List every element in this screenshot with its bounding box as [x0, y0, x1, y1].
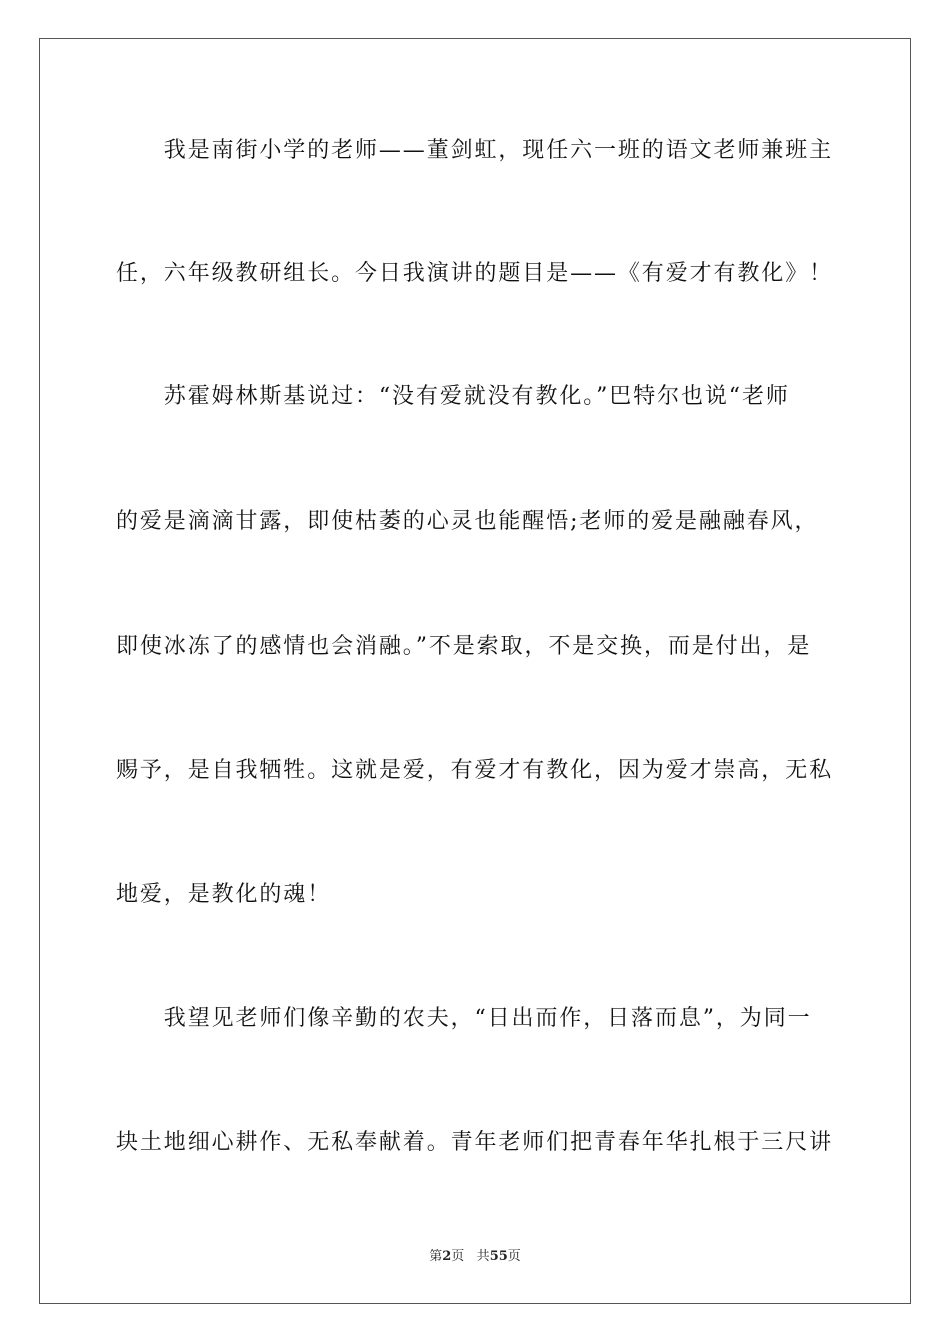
- paragraph-line: 我望见老师们像辛勤的农夫，“日出而作，日落而息”，为同一: [116, 1006, 812, 1031]
- page-footer: [0, 1248, 950, 1266]
- paragraph-line: 苏霍姆林斯基说过：“没有爱就没有教化。”巴特尔也说“老师: [116, 384, 790, 409]
- paragraph-line: 的爱是滴滴甘露，即使枯萎的心灵也能醒悟;老师的爱是融融春风，: [116, 509, 819, 534]
- total-prefix: 共: [476, 1249, 490, 1264]
- page-number: 2: [442, 1249, 452, 1264]
- paragraph-line: 即使冰冻了的感情也会消融。”不是索取，不是交换，而是付出，是: [116, 634, 812, 659]
- paragraph-line: 块土地细心耕作、无私奉献着。青年老师们把青春年华扎根于三尺讲: [116, 1130, 834, 1155]
- total-pages: 55: [489, 1249, 508, 1264]
- paragraph-line: 任，六年级教研组长。今日我演讲的题目是——《有爱才有教化》！: [116, 261, 834, 286]
- paragraph-line: 我是南街小学的老师——董剑虹，现任六一班的语文老师兼班主: [116, 138, 834, 163]
- page-suffix: 页: [451, 1249, 465, 1264]
- page-frame: [39, 38, 911, 1304]
- paragraph-line: 赐予，是自我牺牲。这就是爱，有爱才有教化，因为爱才崇高，无私: [116, 758, 834, 783]
- total-suffix: 页: [507, 1249, 521, 1264]
- paragraph-line: 地爱，是教化的魂！: [116, 882, 332, 907]
- page-prefix: 第: [429, 1249, 443, 1264]
